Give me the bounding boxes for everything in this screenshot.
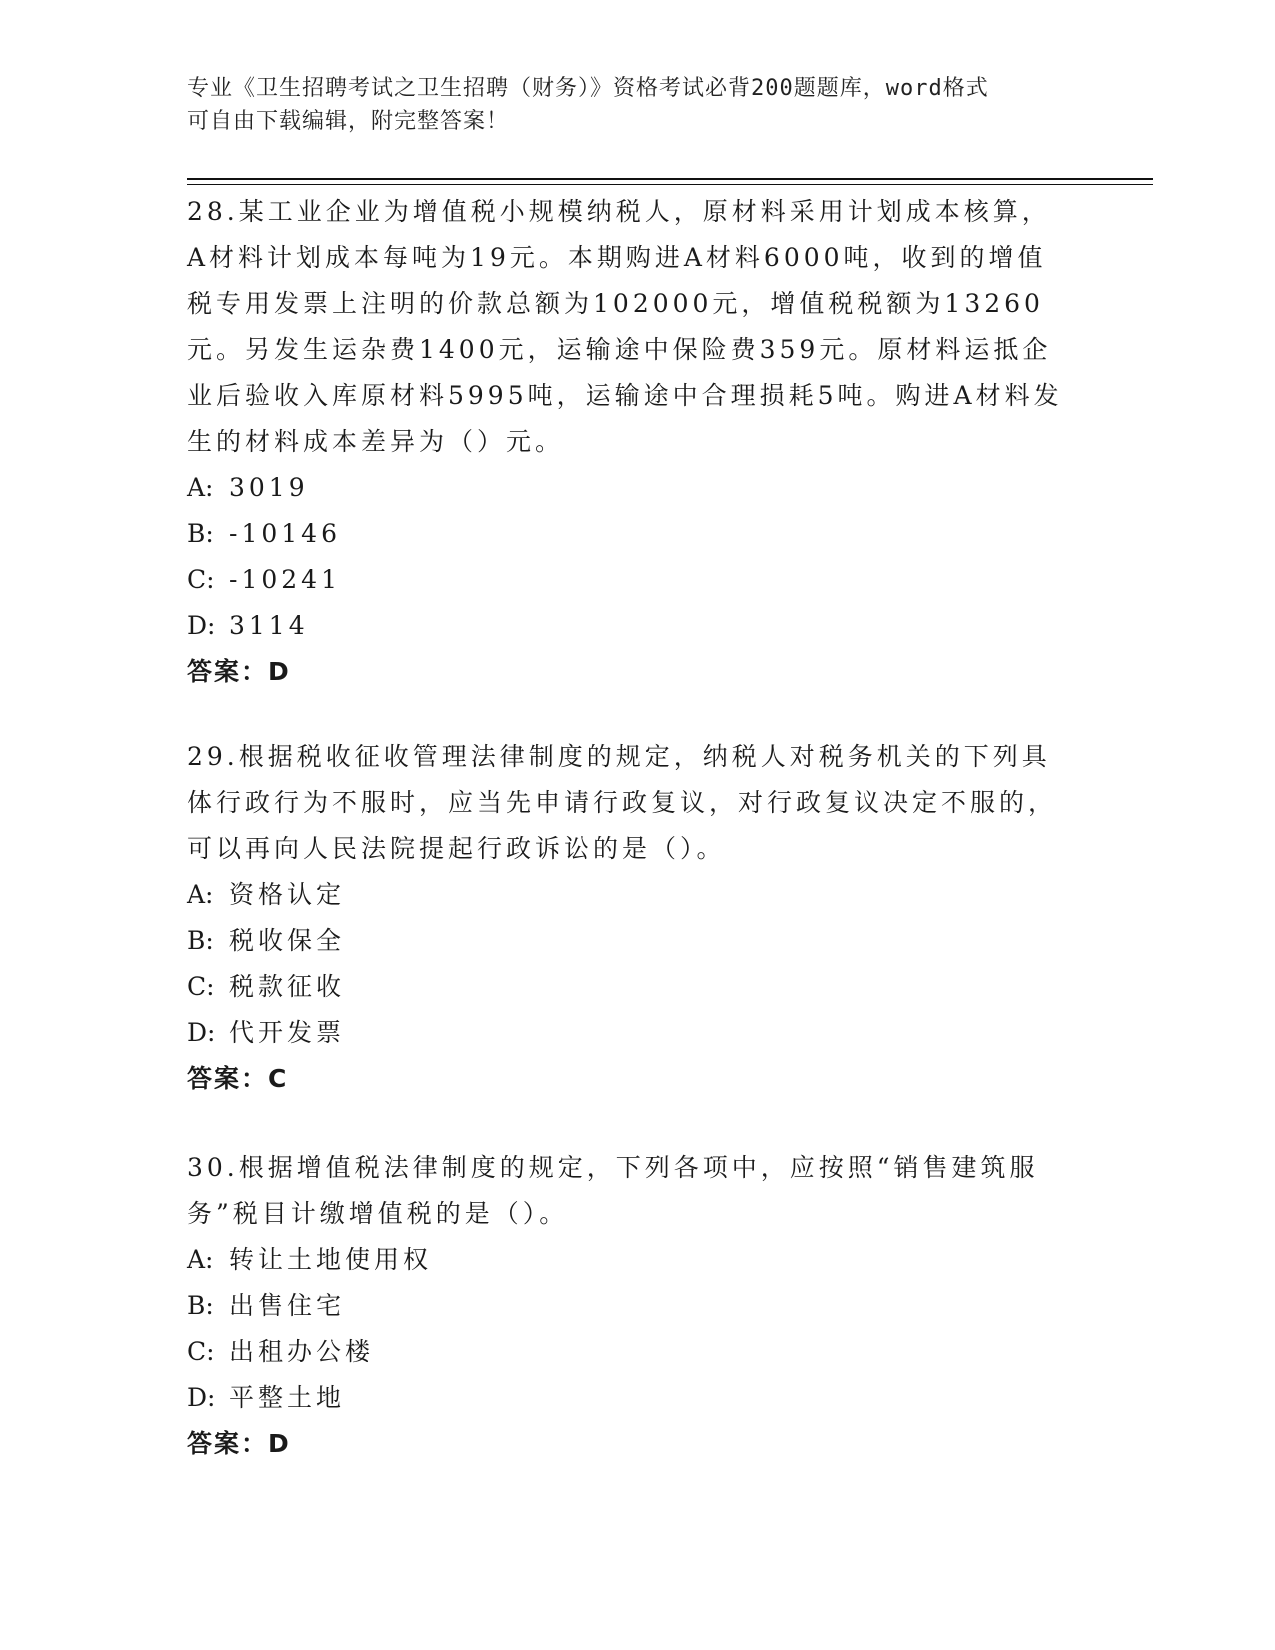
option-letter: A: [187,473,214,502]
option-letter: A: [187,1245,214,1274]
option-d [187,603,1067,649]
option-text: 代开发票 [229,1018,346,1047]
answer-label: 答案：D [187,657,291,686]
option-b [187,511,1067,557]
option-c [187,964,1067,1010]
option-text: 税收保全 [229,926,346,955]
option-text: 资格认定 [229,880,346,909]
header-divider [187,178,1153,180]
option-letter: C: [187,972,215,1001]
option-c [187,557,1067,603]
option-b [187,1283,1067,1329]
option-a [187,872,1067,918]
answer-label: 答案：D [187,1429,291,1458]
option-letter: B: [187,519,214,548]
option-letter: C: [187,565,215,594]
option-letter: D: [187,1383,216,1412]
option-text: 平整土地 [229,1383,346,1412]
option-text: 3114 [229,611,309,640]
document-header [187,72,1067,138]
option-letter: C: [187,1337,215,1366]
answer-label: 答案：C [187,1064,289,1093]
option-b [187,918,1067,964]
question-29 [187,734,1067,1102]
option-a [187,465,1067,511]
question-stem: 29.根据税收征收管理法律制度的规定，纳税人对税务机关的下列具体行政行为不服时，应当先申请行政复议，对行政复议决定不服的，可以再向人民法院提起行政诉讼的是（）。 [187,742,1058,863]
option-text: -10146 [229,519,341,548]
question-30 [187,1145,1067,1467]
option-letter: D: [187,611,216,640]
header-line-2: 可自由下载编辑，附完整答案！ [187,109,510,134]
question-28 [187,189,1067,695]
question-stem: 28.某工业企业为增值税小规模纳税人，原材料采用计划成本核算，A材料计划成本每吨为19元。本期购进A材料6000吨，收到的增值税专用发票上注明的价款总额为102000元，增值税税额为13260元。另发生运杂费1400元，运输途中保险费359元。原材料运抵企业后验收入库原材料5995吨，运输途中合理损耗5吨。购进A材料发生的材料成本差异为（）元。 [187,197,1063,456]
option-a [187,1237,1067,1283]
option-letter: B: [187,1291,214,1320]
header-divider-thin [187,184,1153,185]
option-c [187,1329,1067,1375]
option-text: 出租办公楼 [229,1337,375,1366]
header-line-1: 专业《卫生招聘考试之卫生招聘（财务）》资格考试必背200题题库，word格式 [187,76,989,101]
option-text: 转让土地使用权 [229,1245,433,1274]
option-text: 出售住宅 [229,1291,346,1320]
question-stem: 30.根据增值税法律制度的规定，下列各项中，应按照“销售建筑服务”税目计缴增值税的是（）。 [187,1153,1039,1228]
option-d [187,1010,1067,1056]
option-letter: B: [187,926,214,955]
option-text: -10241 [229,565,341,594]
option-text: 税款征收 [229,972,346,1001]
option-letter: A: [187,880,214,909]
option-text: 3019 [229,473,309,502]
option-d [187,1375,1067,1421]
option-letter: D: [187,1018,216,1047]
